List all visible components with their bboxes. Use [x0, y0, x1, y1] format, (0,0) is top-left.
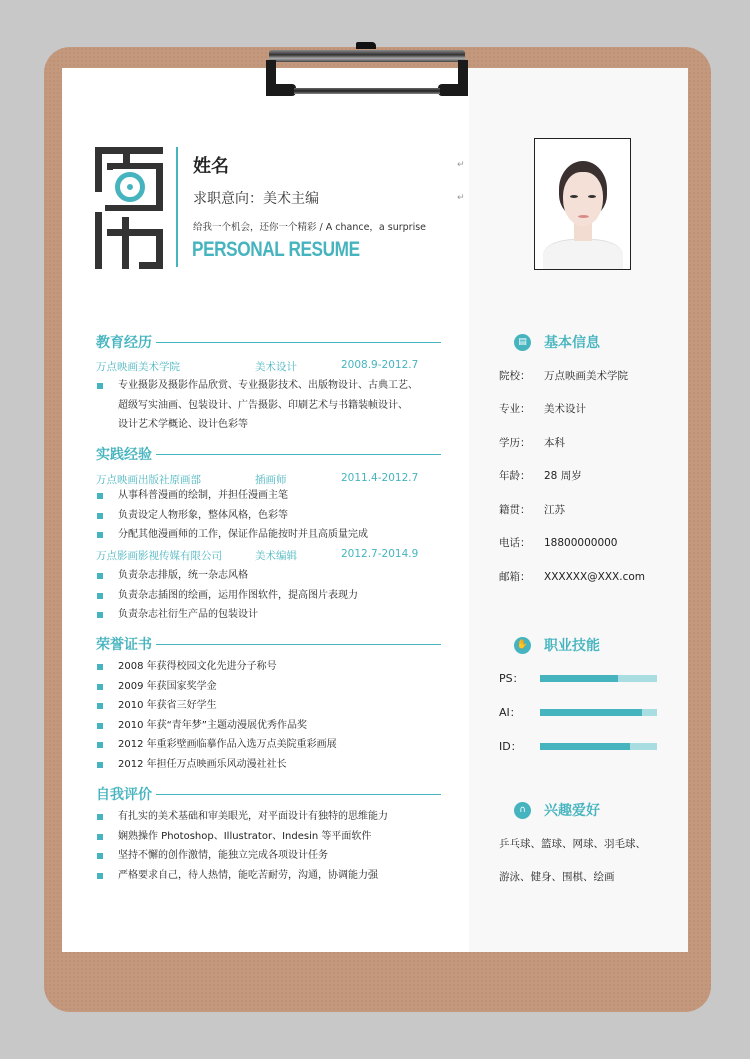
- list-item: 2010 年获省三好学生: [96, 696, 446, 716]
- header-divider: [176, 147, 178, 267]
- section-honors-header: 荣誉证书: [96, 634, 441, 654]
- list-item: 有扎实的美术基础和审美眼光，对平面设计有独特的思维能力: [96, 807, 446, 827]
- headphones-icon: ∩: [514, 802, 531, 819]
- skill-bar: [540, 743, 657, 750]
- clipboard-clip: [264, 42, 470, 98]
- list-item: 2009 年获国家奖学金: [96, 677, 446, 697]
- education-details: [96, 376, 446, 435]
- resume-title-en: PERSONAL RESUME: [192, 238, 360, 261]
- list-item: 2012 年担任万点映画乐风动漫社社长: [96, 755, 446, 775]
- list-item: 专业摄影及摄影作品欣赏、专业摄影技术、出版物设计、古典工艺、 超级写实油画、包装设计、广告摄影、印刷艺术与书籍装帧设计、 设计艺术学概论、设计色彩等: [96, 376, 446, 435]
- list-item: 从事科普漫画的绘制，并担任漫画主笔: [96, 486, 446, 506]
- skill-ai: AI：: [499, 704, 657, 720]
- section-experience-header: 实践经验: [96, 444, 441, 464]
- info-row-major: 专业： 美术设计: [499, 403, 586, 415]
- motto: 给我一个机会，还你一个精彩 / A chance，a surprise: [193, 222, 427, 233]
- basic-info-header: ▤ 基本信息: [514, 332, 600, 352]
- hand-icon: ✋: [514, 637, 531, 654]
- skill-bar: [540, 675, 657, 682]
- list-item: 负责杂志排版，统一杂志风格: [96, 566, 446, 586]
- hobbies-line: 游泳、健身、围棋、绘画: [499, 871, 615, 883]
- list-item: 坚持不懈的创作激情，能独立完成各项设计任务: [96, 846, 446, 866]
- experience-details: [96, 486, 446, 545]
- resume-logo-icon: [95, 147, 163, 269]
- section-self-eval-header: 自我评价: [96, 784, 441, 804]
- info-row-email: 邮箱： XXXXXX@XXX.com: [499, 571, 646, 583]
- hobbies-header: ∩ 兴趣爱好: [514, 800, 600, 820]
- list-item: 2008 年获得校园文化先进分子称号: [96, 657, 446, 677]
- job-intent: 求职意向：美术主编: [193, 191, 319, 207]
- hobbies-line: 乒乓球、篮球、网球、羽毛球、: [499, 838, 646, 850]
- list-item: 负责杂志插图的绘画，运用作图软件，提高图片表现力: [96, 586, 446, 606]
- info-row-hometown: 籍贯： 江苏: [499, 504, 565, 516]
- skill-ps: PS：: [499, 670, 657, 686]
- list-item: 负责设定人物形象，整体风格，色彩等: [96, 506, 446, 526]
- document-icon: ▤: [514, 334, 531, 351]
- self-eval-list: [96, 807, 446, 885]
- target-icon: [115, 172, 145, 202]
- candidate-name: 姓名: [193, 156, 229, 177]
- info-row-degree: 学历： 本科: [499, 437, 565, 449]
- skills-header: ✋ 职业技能: [514, 635, 600, 655]
- honors-list: [96, 657, 446, 775]
- list-item: 娴熟操作 Photoshop、Illustrator、Indesin 等平面软件: [96, 827, 446, 847]
- list-item: 分配其他漫画师的工作，保证作品能按时并且高质量完成: [96, 525, 446, 545]
- info-row-age: 年龄： 28 周岁: [499, 470, 582, 482]
- list-item: 严格要求自己，待人热情，能吃苦耐劳，沟通，协调能力强: [96, 866, 446, 886]
- experience-details: [96, 566, 446, 625]
- section-education-header: 教育经历: [96, 332, 441, 352]
- skill-bar: [540, 709, 657, 716]
- info-row-school: 院校： 万点映画美术学院: [499, 370, 628, 382]
- info-row-phone: 电话： 18800000000: [499, 537, 618, 549]
- list-item: 2012 年重彩壁画临摹作品入选万点美院重彩画展: [96, 735, 446, 755]
- profile-photo: [534, 138, 631, 270]
- list-item: 2010 年获“青年梦”主题动漫展优秀作品奖: [96, 716, 446, 736]
- list-item: 负责杂志社衍生产品的包装设计: [96, 605, 446, 625]
- skill-id: ID：: [499, 738, 657, 754]
